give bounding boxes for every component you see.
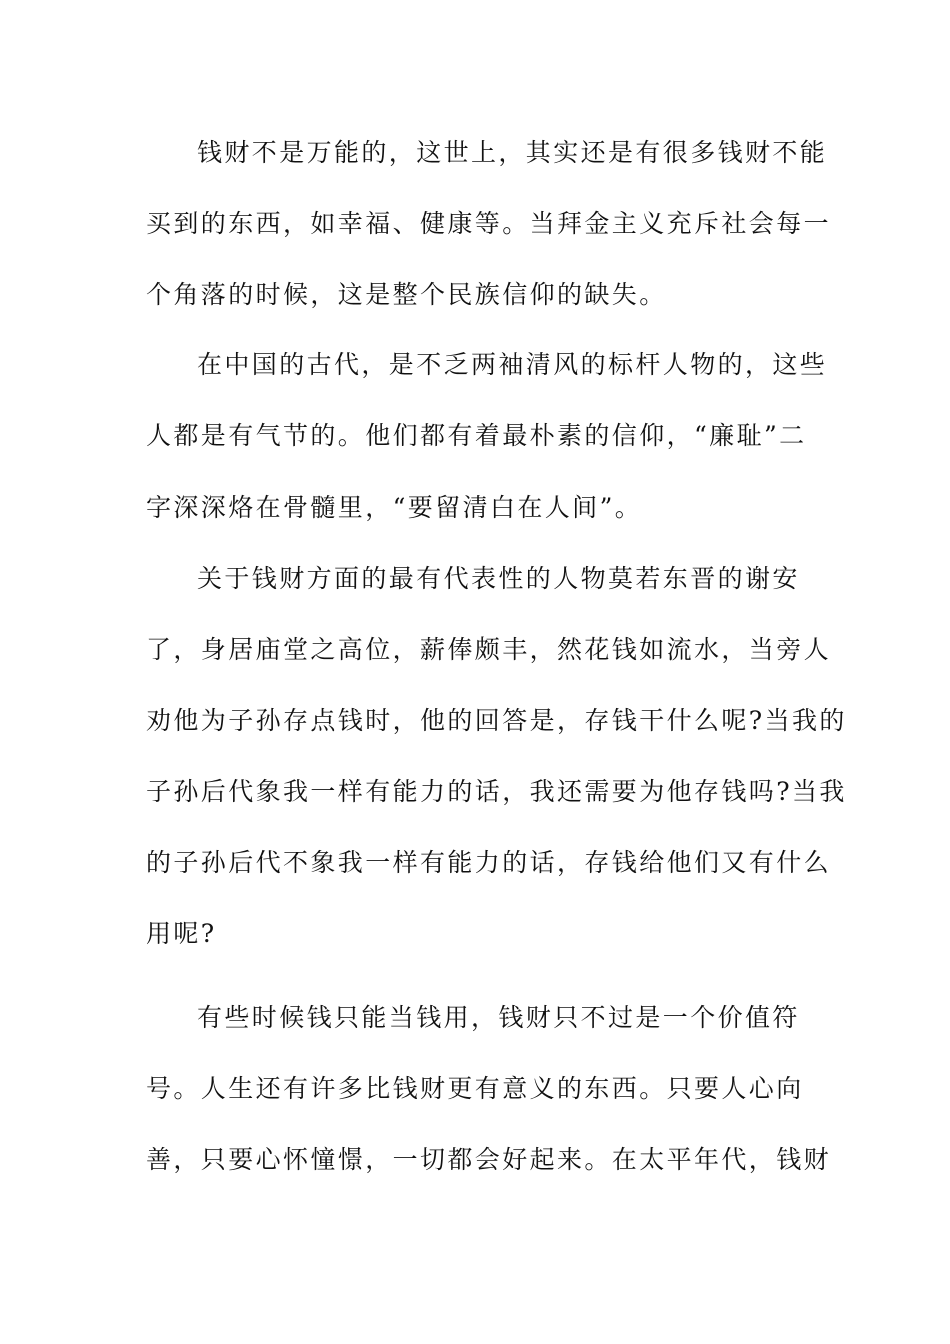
paragraph-2-line-1: 在中国的古代，是不乏两袖清风的标杆人物的，这些: [197, 350, 828, 379]
paragraph-1-line-3: 个角落的时候，这是整个民族信仰的缺失。: [146, 280, 667, 309]
paragraph-3-line-6: 用呢?: [146, 919, 217, 948]
paragraph-3-line-4: 子孙后代象我一样有能力的话，我还需要为他存钱吗?当我: [146, 777, 847, 806]
paragraph-4-line-3: 善，只要心怀憧憬，一切都会好起来。在太平年代，钱财: [146, 1145, 832, 1174]
paragraph-4-line-1: 有些时候钱只能当钱用，钱财只不过是一个价值符: [197, 1003, 800, 1032]
paragraph-2-line-2: 人都是有气节的。他们都有着最朴素的信仰，“廉耻”二: [146, 421, 807, 450]
paragraph-3-line-2: 了，身居庙堂之高位，薪俸颇丰，然花钱如流水，当旁人: [146, 635, 832, 664]
paragraph-3-line-5: 的子孙后代不象我一样有能力的话，存钱给他们又有什么: [146, 848, 832, 877]
paragraph-1-line-1: 钱财不是万能的，这世上，其实还是有很多钱财不能: [197, 138, 828, 167]
paragraph-3-line-1: 关于钱财方面的最有代表性的人物莫若东晋的谢安: [197, 564, 800, 593]
paragraph-1-line-2: 买到的东西，如幸福、健康等。当拜金主义充斥社会每一: [146, 209, 832, 238]
paragraph-4-line-2: 号。人生还有许多比钱财更有意义的东西。只要人心向: [146, 1074, 804, 1103]
paragraph-2-line-3: 字深深烙在骨髓里，“要留清白在人间”。: [146, 493, 643, 522]
paragraph-3-line-3: 劝他为子孙存点钱时，他的回答是，存钱干什么呢?当我的: [146, 706, 847, 735]
